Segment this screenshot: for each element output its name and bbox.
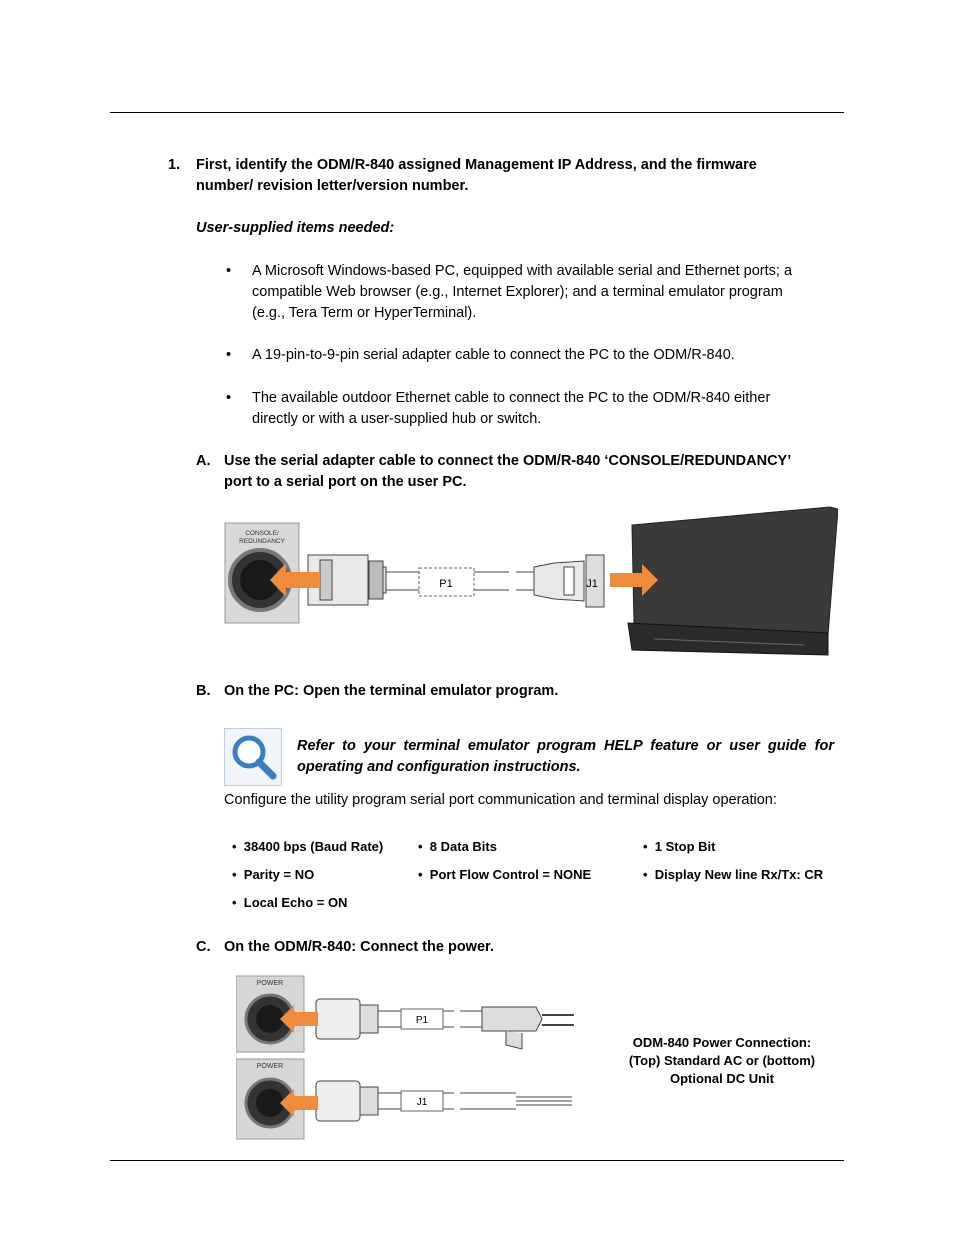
setting-flow-control: • Port Flow Control = NONE bbox=[418, 867, 592, 882]
list-item: • The available outdoor Ethernet cable to connect the PC to the ODM/R-840 either directly or with a user-supplied hub or switch. bbox=[226, 388, 846, 430]
bullet-1-line-1: A Microsoft Windows-based PC, equipped with available serial and Ethernet ports; a bbox=[252, 263, 793, 279]
step-1-line-2: number/ revision letter/version number. bbox=[196, 178, 469, 194]
step-1-line-1: First, identify the ODM/R-840 assigned Management IP Address, and the firmware bbox=[196, 157, 757, 173]
list-item: • A 19-pin-to-9-pin serial adapter cable to connect the PC to the ODM/R-840. bbox=[226, 345, 846, 366]
setting-parity: • Parity = NO bbox=[232, 867, 315, 882]
step-a-line-2: port to a serial port on the user PC. bbox=[224, 474, 467, 490]
bullet-1-line-2: compatible Web browser (e.g., Internet Explorer); and a terminal emulator program bbox=[252, 284, 783, 300]
setting-local-echo: • Local Echo = ON bbox=[232, 895, 348, 910]
figure-caption bbox=[610, 1034, 834, 1088]
serial-cable-figure bbox=[224, 505, 838, 660]
setting-data-bits: • 8 Data Bits bbox=[418, 839, 497, 854]
step-1-number: 1. bbox=[168, 157, 181, 173]
setting-new-line: • Display New line Rx/Tx: CR bbox=[643, 867, 824, 882]
note-icon-box bbox=[224, 728, 282, 786]
console-label-1: CONSOLE/ bbox=[245, 530, 279, 537]
step-a-letter: A. bbox=[196, 453, 211, 469]
step-b-letter: B. bbox=[196, 683, 211, 699]
cable-label-p1: P1 bbox=[439, 578, 453, 590]
setting-baud-text: 38400 bps (Baud Rate) bbox=[243, 839, 384, 854]
step-a-line-1: Use the serial adapter cable to connect the ODM/R-840 ‘CONSOLE/REDUNDANCY’ bbox=[224, 453, 792, 469]
cable-label-j1: J1 bbox=[586, 578, 598, 590]
step-c-letter: C. bbox=[196, 939, 211, 955]
setting-flow-control-text: Port Flow Control = NONE bbox=[429, 867, 592, 882]
list-item: • A Microsoft Windows-based PC, equipped with available serial and Ethernet ports; a compatible Web browser (e.g., Internet Explorer); and a terminal emulator program (e.g., Tera Term or HyperTerminal). bbox=[226, 261, 846, 324]
bullet-3-line-2: directly or with a user-supplied hub or switch. bbox=[252, 411, 542, 427]
caption-line-3: Optional DC Unit bbox=[670, 1071, 774, 1086]
caption-line-1: ODM-840 Power Connection: bbox=[632, 1035, 812, 1050]
power-cable-p1: P1 bbox=[415, 1015, 429, 1026]
configure-text: Configure the utility program serial port communication and terminal display operation: bbox=[224, 792, 777, 808]
setting-stop-bit: • 1 Stop Bit bbox=[643, 839, 716, 854]
setting-stop-bit-text: 1 Stop Bit bbox=[654, 839, 716, 854]
setting-data-bits-text: 8 Data Bits bbox=[429, 839, 497, 854]
footer-rule bbox=[110, 1160, 844, 1161]
note-line-1: Refer to your terminal emulator program HELP feature or user guide for bbox=[297, 738, 834, 754]
setting-local-echo-text: Local Echo = ON bbox=[243, 895, 348, 910]
bullet-1-line-3: (e.g., Tera Term or HyperTerminal). bbox=[252, 305, 477, 321]
power-connection-figure bbox=[236, 975, 582, 1141]
note-line-2: operating and configuration instructions. bbox=[297, 759, 581, 775]
caption-line-2: (Top) Standard AC or (bottom) bbox=[628, 1053, 816, 1068]
step-b-text: On the PC: Open the terminal emulator program. bbox=[224, 683, 559, 699]
console-label-2: REDUNDANCY bbox=[239, 538, 285, 545]
step-c-text: On the ODM/R-840: Connect the power. bbox=[224, 939, 494, 955]
setting-new-line-text: Display New line Rx/Tx: CR bbox=[654, 867, 824, 882]
setting-parity-text: Parity = NO bbox=[243, 867, 315, 882]
power-label-bottom: POWER bbox=[256, 1063, 284, 1070]
setting-baud: • 38400 bps (Baud Rate) bbox=[232, 839, 384, 854]
bullet-3-line-1: The available outdoor Ethernet cable to connect the PC to the ODM/R-840 either bbox=[252, 390, 771, 406]
magnifier-icon bbox=[225, 729, 281, 785]
power-cable-j1: J1 bbox=[416, 1097, 428, 1108]
power-label-top: POWER bbox=[256, 980, 284, 987]
bullet-2-line-1: A 19-pin-to-9-pin serial adapter cable to connect the PC to the ODM/R-840. bbox=[252, 347, 735, 363]
header-rule bbox=[110, 112, 844, 113]
user-items-heading: User-supplied items needed: bbox=[196, 220, 395, 236]
